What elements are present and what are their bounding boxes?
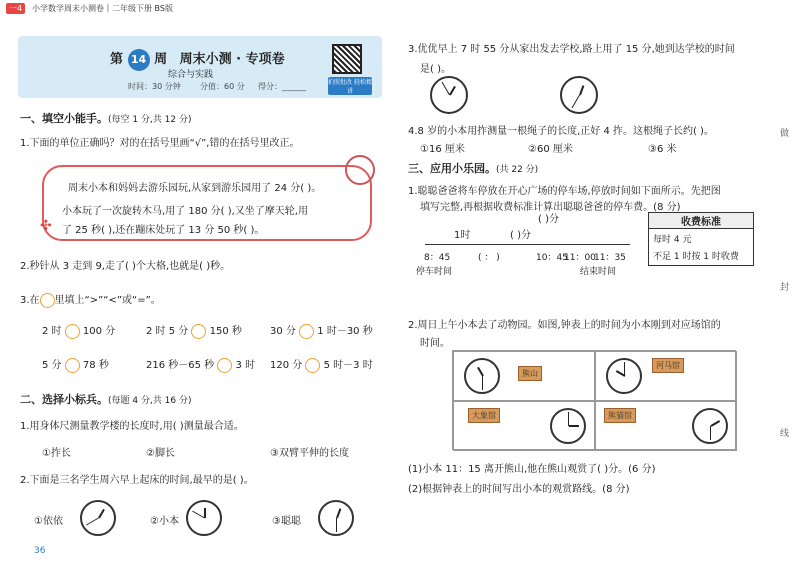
section-2-label: 二、选择小标兵。 — [20, 393, 108, 406]
section-3-note: (共 22 分) — [496, 165, 539, 175]
timeline-top-blank[interactable]: ( )分 — [538, 214, 559, 225]
app-q2-line1: 2.周日上午小本去了动物园。如图,钟表上的时间为小本刚到对应场馆的 — [408, 320, 721, 331]
app-q2-sub2: (2)根据钟表上的时间写出小本的观赏路线。(8 分) — [408, 484, 630, 495]
timeline-t4: 11：00 — [564, 253, 596, 263]
question-1: 1.下面的单位正确吗？对的在括号里画“√”,错的在括号里改正。 — [20, 138, 300, 149]
timeline-mid-blank[interactable]: ( )分 — [510, 230, 531, 241]
question-r3-line1: 3.优优早上 7 时 55 分从家出发去学校,路上用了 15 分,她到达学校的时间 — [408, 44, 735, 55]
sign-hippo: 河马馆 — [652, 358, 684, 373]
timeline-1h: 1时 — [454, 230, 471, 241]
choice-1-opt-3[interactable]: ③双臂平伸的长度 — [270, 448, 349, 459]
choice-1[interactable]: 1.用身体尺测量教学楼的长度时,用( )测量最合适。 — [20, 421, 244, 432]
section-1-label: 一、填空小能手。 — [20, 112, 108, 125]
app-q1-line2: 填写完整,再根据收费标准计算出聪聪爸爸的停车费。(8 分) — [420, 202, 681, 213]
compare-circle[interactable] — [191, 324, 206, 339]
compare-circle[interactable] — [305, 358, 320, 373]
compare-right: 3 时 — [235, 360, 256, 371]
compare-2[interactable] — [146, 322, 242, 339]
sign-bear: 熊山 — [518, 366, 542, 381]
compare-left: 120 分 — [270, 360, 303, 371]
question-2[interactable]: 2.秒针从 3 走到 9,走了( )个大格,也就是( )秒。 — [20, 261, 231, 272]
qr-code-icon[interactable] — [332, 44, 362, 74]
clock-icon — [464, 358, 500, 394]
answer-circle[interactable] — [40, 293, 55, 308]
section-2-title — [20, 391, 192, 407]
section-1-note: (每空 1 分,共 12 分) — [108, 115, 192, 125]
compare-circle[interactable] — [65, 324, 80, 339]
compare-right: 100 分 — [82, 326, 116, 337]
compare-4[interactable] — [42, 356, 109, 373]
compare-left: 2 时 — [42, 326, 62, 337]
compare-1[interactable] — [42, 322, 115, 339]
choice-2-opt-3[interactable]: ③聪聪 — [272, 516, 301, 527]
week-suffix: 周 — [154, 52, 168, 67]
compare-circle[interactable] — [299, 324, 314, 339]
section-1-title — [20, 110, 192, 126]
compare-circle[interactable] — [217, 358, 232, 373]
choice-2[interactable]: 2.下面是三名学生周六早上起床的时间,最早的是( )。 — [20, 475, 254, 486]
timeline-t3: 10：45 — [536, 253, 568, 263]
compare-circle[interactable] — [65, 358, 80, 373]
story-line-1[interactable]: 周末小本和妈妈去游乐园玩,从家到游乐园用了 24 分( )。 — [68, 183, 322, 194]
clock-icon — [692, 408, 728, 444]
compare-left: 2 时 5 分 — [146, 326, 189, 337]
side-mark-3: 线 — [780, 429, 790, 439]
week-number: 14 — [128, 49, 150, 71]
grade-tag: 一4 — [6, 3, 25, 14]
side-mark-2: 封 — [780, 283, 790, 293]
app-q2-line2: 时间。 — [420, 338, 450, 349]
compare-right: 150 秒 — [209, 326, 242, 337]
zoo-cell-elephant — [453, 401, 595, 451]
q3-prefix: 3.在 — [20, 295, 40, 306]
question-r4[interactable]: 4.8 岁的小本用拃测量一根绳子的长度,正好 4 拃。这根绳子长约( )。 — [408, 126, 714, 137]
fee-table — [648, 212, 754, 266]
compare-left: 30 分 — [270, 326, 296, 337]
clock-icon — [80, 500, 116, 536]
compare-right: 78 秒 — [82, 360, 109, 371]
ferris-wheel-icon — [345, 155, 375, 185]
choice-1-opt-2[interactable]: ②脚长 — [146, 448, 175, 459]
app-q1-line1: 1.聪聪爸爸将车停放在开心广场的停车场,停放时间如下面所示。先把图 — [408, 186, 721, 197]
sign-elephant: 大象馆 — [468, 408, 500, 423]
clock-icon — [318, 500, 354, 536]
timeline-end-label: 结束时间 — [580, 267, 617, 277]
compare-left: 216 秒－65 秒 — [146, 360, 215, 371]
page-number: 36 — [34, 546, 46, 556]
clock-icon — [606, 358, 642, 394]
page-header — [0, 0, 800, 16]
time-info: 时间：30 分钟 — [128, 82, 181, 91]
r4-opt-2[interactable]: ②60 厘米 — [528, 144, 573, 155]
r4-opt-1[interactable]: ①16 厘米 — [420, 144, 465, 155]
choice-2-opt-1[interactable]: ①依依 — [34, 516, 63, 527]
compare-left: 5 分 — [42, 360, 62, 371]
side-mark-1: 做 — [780, 129, 790, 139]
book-title: 小学数学周末小测卷丨二年级下册 BS版 — [32, 4, 173, 13]
sign-panda: 熊猫馆 — [604, 408, 636, 423]
timeline-axis — [425, 244, 630, 245]
question-3 — [20, 291, 161, 308]
compare-right: 1 时－30 秒 — [317, 326, 373, 337]
story-line-2[interactable]: 小本玩了一次旋转木马,用了 180 分( ),又坐了摩天轮,用 — [62, 206, 308, 217]
app-q2-sub1[interactable]: (1)小本 11：15 离开熊山,他在熊山观赏了( )分。(6 分) — [408, 464, 656, 475]
q3-suffix: 里填上“>”“<”或“=”。 — [54, 295, 161, 306]
section-3-title — [408, 160, 538, 176]
timeline-t1: 8：45 — [424, 253, 451, 263]
clock-icon — [560, 76, 598, 114]
fee-line-2: 不足 1 时按 1 时收费 — [653, 252, 739, 262]
fee-title: 收费标准 — [649, 213, 753, 229]
timeline-start-label: 停车时间 — [416, 267, 453, 277]
pinwheel-icon: ✣ — [40, 218, 52, 234]
r4-opt-3[interactable]: ③6 米 — [648, 144, 677, 155]
fee-line-1: 每时 4 元 — [653, 235, 692, 245]
question-r3-line2[interactable]: 是( )。 — [420, 64, 451, 75]
timeline-t5: 11：35 — [594, 253, 626, 263]
choice-1-opt-1[interactable]: ①拃长 — [42, 448, 71, 459]
page-title: 周末小测 · 专项卷 — [179, 52, 285, 67]
week-prefix: 第 — [110, 52, 124, 67]
score-info: 分值：60 分 — [200, 82, 245, 91]
clock-icon — [186, 500, 222, 536]
zoo-cell-hippo — [595, 351, 737, 401]
story-line-3[interactable]: 了 25 秒( ),还在蹦床处玩了 13 分 50 秒( )。 — [62, 225, 265, 236]
clock-icon — [550, 408, 586, 444]
zoo-grid — [452, 350, 736, 450]
qr-caption: 拍照批改 轻松精讲 — [328, 79, 372, 95]
zoo-cell-bear — [453, 351, 595, 401]
clock-icon — [430, 76, 468, 114]
timeline-t2[interactable]: ( ： ) — [478, 253, 500, 263]
section-3-label: 三、应用小乐园。 — [408, 162, 496, 175]
compare-6[interactable] — [270, 356, 373, 373]
compare-right: 5 时－3 时 — [323, 360, 373, 371]
section-2-note: (每题 4 分,共 16 分) — [108, 396, 192, 406]
got-score: 得分：______ — [258, 82, 306, 91]
zoo-cell-panda — [595, 401, 737, 451]
compare-3[interactable] — [270, 322, 373, 339]
choice-2-opt-2[interactable]: ②小本 — [150, 516, 179, 527]
compare-5[interactable] — [146, 356, 255, 373]
subtitle: 综合与实践 — [168, 70, 214, 80]
